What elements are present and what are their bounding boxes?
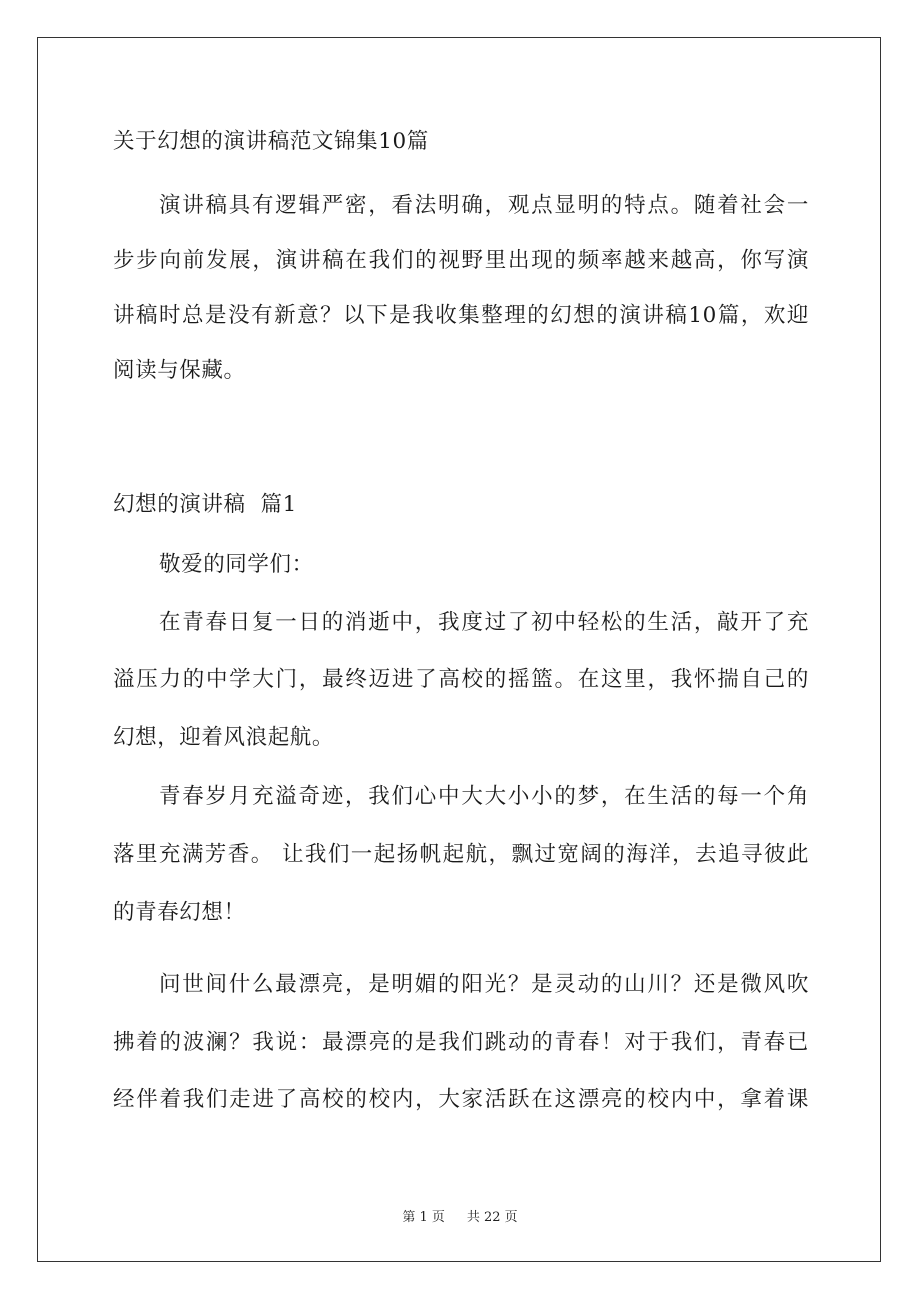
intro-line: 讲稿时总是没有新意？以下是我收集整理的幻想的演讲稿10篇，欢迎	[113, 303, 809, 328]
intro-line: 步步向前发展，演讲稿在我们的视野里出现的频率越来越高，你写演	[113, 248, 809, 273]
current-page-label: 第 1 页	[402, 1210, 445, 1225]
paragraph-line: 青春岁月充溢奇迹，我们心中大大小小的梦，在生活的每一个角	[159, 784, 809, 809]
intro-line: 阅读与保藏。	[113, 358, 246, 383]
paragraph-line: 幻想，迎着风浪起航。	[113, 725, 335, 750]
paragraph-line: 经伴着我们走进了高校的校内，大家活跃在这漂亮的校内中，拿着课	[113, 1087, 809, 1112]
document-title: 关于幻想的演讲稿范文锦集10篇	[113, 129, 429, 154]
total-pages-label: 共 22 页	[466, 1210, 518, 1225]
paragraph-line: 溢压力的中学大门，最终迈进了高校的摇篮。在这里，我怀揣自己的	[113, 667, 809, 692]
intro-line: 演讲稿具有逻辑严密，看法明确，观点显明的特点。随着社会一	[159, 193, 809, 218]
page-border	[37, 37, 881, 1262]
paragraph-line: 落里充满芳香。 让我们一起扬帆起航，飘过宽阔的海洋，去追寻彼此	[113, 842, 809, 867]
paragraph-line: 问世间什么最漂亮，是明媚的阳光？是灵动的山川？还是微风吹	[159, 972, 809, 997]
paragraph-line: 拂着的波澜？我说：最漂亮的是我们跳动的青春！对于我们，青春已	[113, 1030, 809, 1055]
greeting: 敬爱的同学们：	[159, 552, 314, 577]
page-footer	[0, 1206, 920, 1225]
paragraph-line: 的青春幻想！	[113, 900, 246, 925]
paragraph-line: 在青春日复一日的消逝中，我度过了初中轻松的生活，敲开了充	[159, 610, 809, 635]
section-heading: 幻想的演讲稿 篇1	[113, 492, 297, 517]
